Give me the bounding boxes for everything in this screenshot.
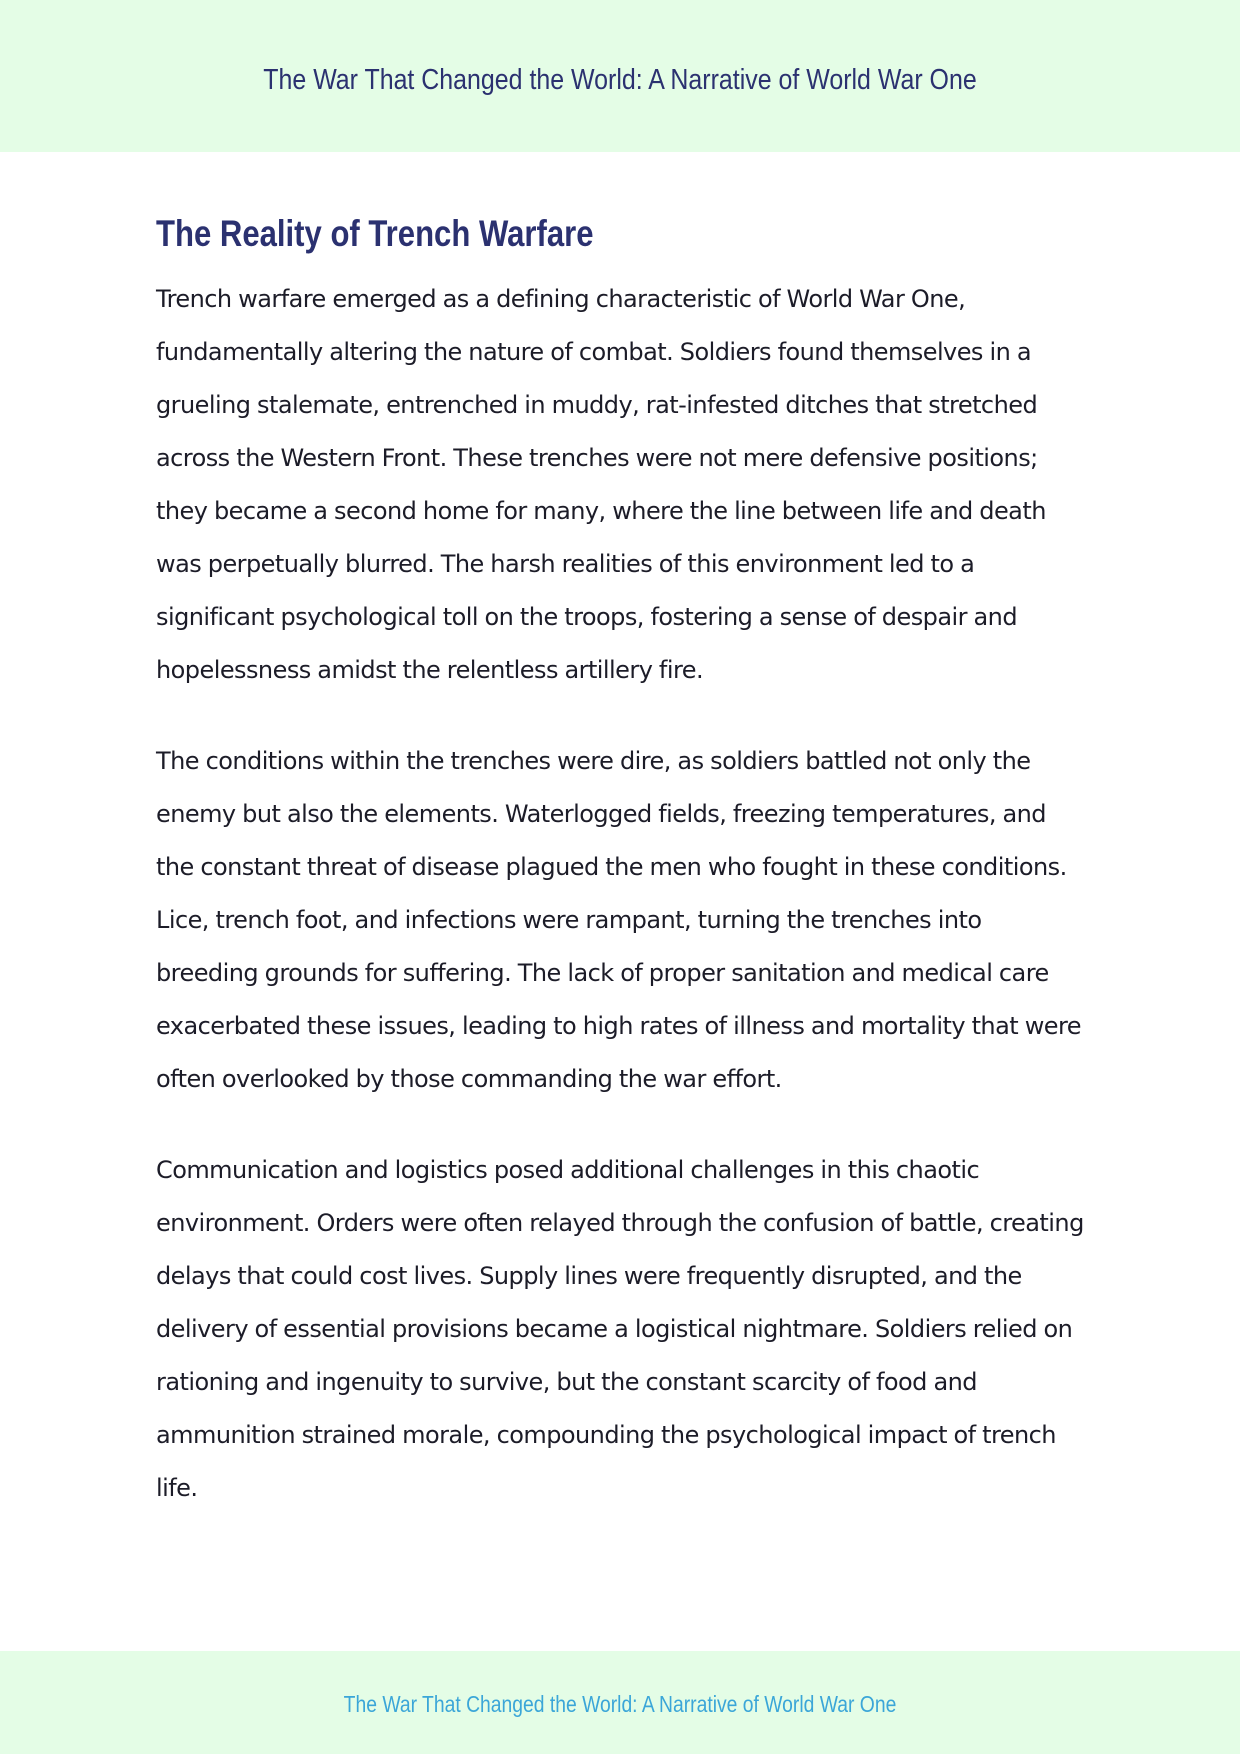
main-content bbox=[156, 208, 1086, 1553]
paragraph-1: Trench warfare emerged as a defining characteristic of World War One, fundamentally altering the nature of combat. Soldiers found themselves in a grueling stalemate, entrenched in muddy, rat-infested ditches that stretched across the Western Front. These trenches were not mere defensive positions; they became a second home for many, where the line between life and death was perpetually blurred. The harsh realities of this environment led to a significant psychological toll on the troops, fostering a sense of despair and hopelessness amidst the relentless artillery fire. bbox=[156, 285, 1046, 684]
paragraph-2: The conditions within the trenches were dire, as soldiers battled not only the enemy but also the elements. Waterlogged fields, freezing temperatures, and the constant threat of disease plagued the men who fought in these conditions. Lice, trench foot, and infections were rampant, turning the trenches into breeding grounds for suffering. The lack of proper sanitation and medical care exacerbated these issues, leading to high rates of illness and mortality that were often overlooked by those commanding the war effort. bbox=[156, 747, 1081, 1093]
section-heading: The Reality of Trench Warfare bbox=[156, 213, 594, 254]
header-title: The War That Changed the World: A Narrative of World War One bbox=[263, 64, 977, 96]
footer-title: The War That Changed the World: A Narrative of World War One bbox=[343, 1691, 897, 1717]
paragraph-3: Communication and logistics posed additional challenges in this chaotic environment. Orders were often relayed through the confusion of battle, creating delays that could cost lives. Supply lines were frequently disrupted, and the delivery of essential provisions became a logistical nightmare. Soldiers relied on rationing and ingenuity to survive, but the constant scarcity of food and ammunition strained morale, compounding the psychological impact of trench life. bbox=[156, 1156, 1084, 1502]
